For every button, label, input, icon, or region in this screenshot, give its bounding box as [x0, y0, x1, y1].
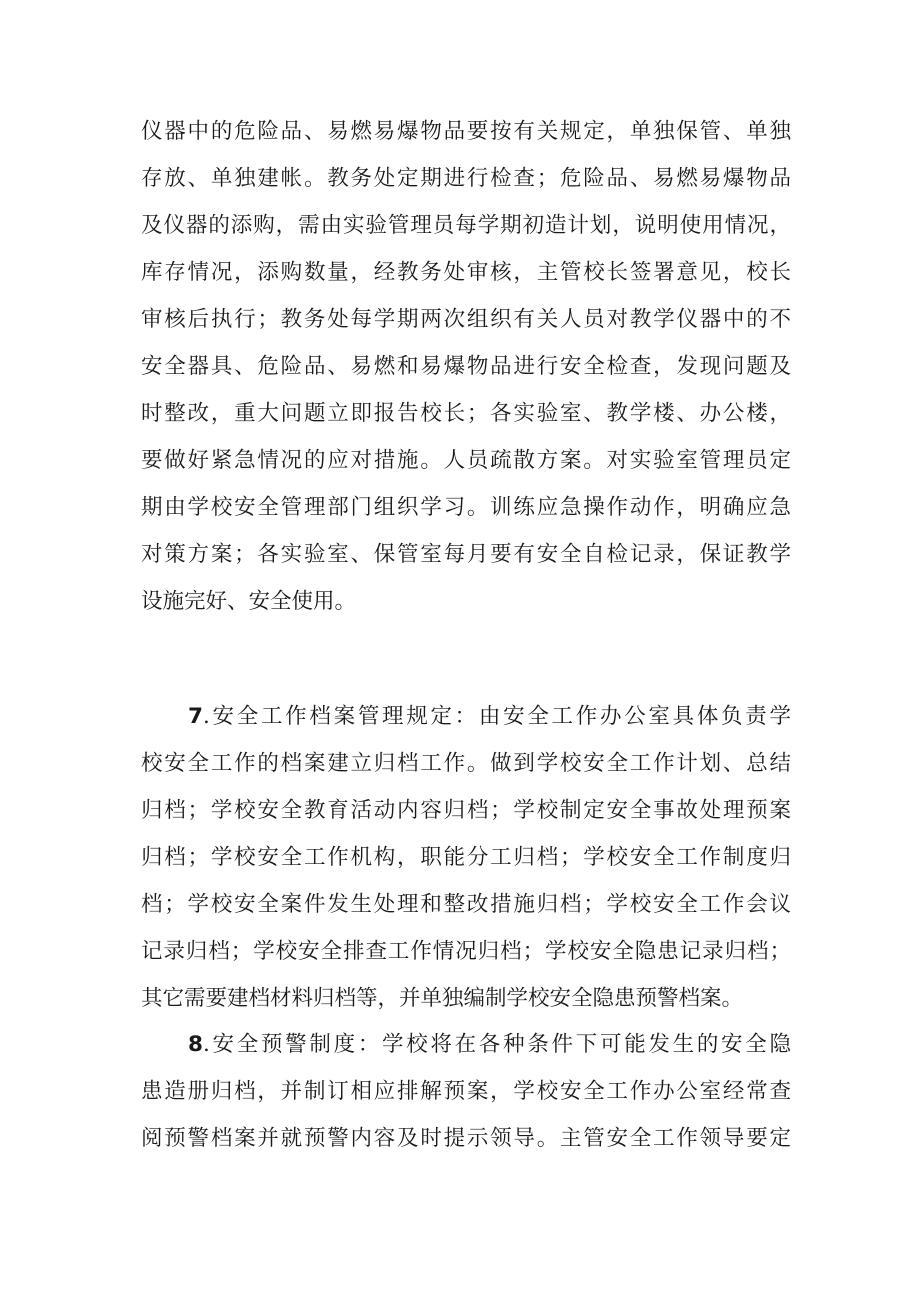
text-line: 期由学校安全管理部门组织学习。训练应急操作动作，明确应急 [141, 495, 791, 520]
section-7-paragraph [141, 693, 791, 1022]
text-line: 记录归档；学校安全排查工作情况归档；学校安全隐患记录归档； [141, 939, 791, 964]
text-line: 归档；学校安全工作机构，职能分工归档；学校安全工作制度归 [141, 845, 791, 870]
section-7-heading-text: .安全工作档案管理规定：由安全工作办公室具体负责学 [202, 704, 791, 729]
text-line: 校安全工作的档案建立归档工作。做到学校安全工作计划、总结 [141, 751, 791, 776]
text-line: 归档；学校安全教育活动内容归档；学校制定安全事故处理预案 [141, 798, 791, 823]
section-8-first-line [141, 1021, 791, 1068]
text-line: 存放、单独建帐。教务处定期进行检查；危险品、易燃易爆物品 [141, 166, 791, 191]
text-line: 库存情况，添购数量，经教务处审核，主管校长签署意见，校长 [141, 260, 791, 285]
section-number: 7 [188, 704, 203, 729]
text-line: 仪器中的危险品、易燃易爆物品要按有关规定，单独保管、单独 [141, 119, 791, 144]
text-line: 档；学校安全案件发生处理和整改措施归档；学校安全工作会议 [141, 892, 791, 917]
text-line: 其它需要建档材料归档等，并单独编制学校安全隐患预警档案。 [141, 986, 744, 1011]
text-line: 患造册归档，并制订相应排解预案，学校安全工作办公室经常查 [141, 1079, 791, 1104]
section-8-heading-text: .安全预警制度：学校将在各种条件下可能发生的安全隐 [202, 1032, 791, 1057]
text-line: 要做好紧急情况的应对措施。人员疏散方案。对实验室管理员定 [141, 448, 791, 473]
text-line: 时整改，重大问题立即报告校长；各实验室、教学楼、办公楼， [141, 401, 791, 426]
text-line: 对策方案；各实验室、保管室每月要有安全自检记录，保证教学 [141, 542, 791, 567]
text-line: 设施完好、安全使用。 [141, 589, 357, 614]
section-number: 8 [188, 1032, 203, 1057]
section-8-paragraph [141, 1021, 791, 1162]
paragraph-continued [141, 108, 791, 625]
text-line: 审核后执行；教务处每学期两次组织有关人员对教学仪器中的不 [141, 307, 791, 332]
section-7-first-line [141, 693, 791, 740]
text-line: 及仪器的添购，需由实验管理员每学期初造计划，说明使用情况， [141, 213, 791, 238]
text-line: 安全器具、危险品、易燃和易爆物品进行安全检查，发现问题及 [141, 354, 791, 379]
text-line: 阅预警档案并就预警内容及时提示领导。主管安全工作领导要定 [141, 1126, 791, 1151]
